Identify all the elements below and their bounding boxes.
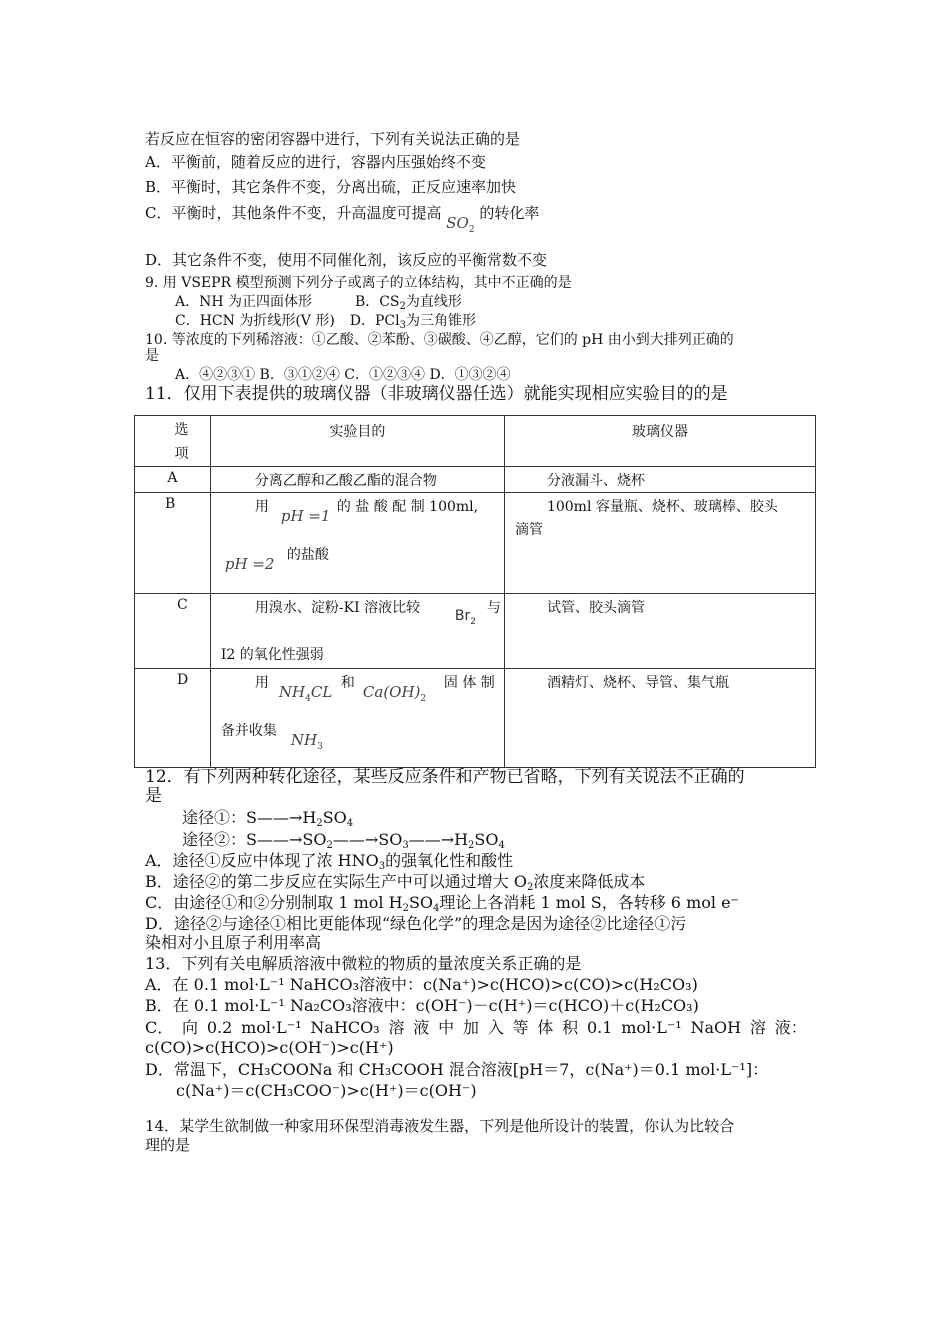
table-row: [135, 594, 816, 669]
caoh2-formula: $Ca(OH)_2$: [362, 683, 427, 704]
row-d-option: D: [135, 669, 211, 768]
row-b-purpose: 用 pH =1 的 盐 酸 配 制 100ml, pH =2 的盐酸: [210, 493, 504, 594]
row-c-option: C: [135, 594, 211, 669]
row-d-apparatus: 酒精灯、烧杯、导管、集气瓶: [504, 669, 815, 768]
apparatus-table: [134, 415, 816, 768]
q9-option-b: B．$CS_2$为直线形: [354, 294, 462, 312]
nh4cl-formula: $NH_4CL$: [278, 683, 333, 704]
q14-stem-line2: 理的是: [145, 1136, 191, 1154]
row-a-option: A: [135, 467, 211, 493]
q9-option-a: A．NH 为正四面体形: [175, 294, 313, 310]
q9-option-d: D．PCl$_3$为三角锥形: [349, 313, 476, 331]
q13-option-d-line1: D．常温下，CH₃COONa 和 CH₃COOH 混合溶液[pH＝7，c(Na⁺)＝0.1 mol·L⁻¹]：: [145, 1060, 769, 1079]
q10-stem: 10. 等浓度的下列稀溶液：①乙酸、②苯酚、③碳酸、④乙醇，它们的 pH 由小到大排列正确的: [145, 332, 734, 348]
q9-stem: 9. 用 VSEPR 模型预测下列分子或离子的立体结构，其中不正确的是: [145, 275, 572, 291]
q12-route2: 途径②：$S——\to SO_2——\to SO_3——\to H_2SO_4$: [182, 830, 505, 851]
q13-option-a: A．在 0.1 mol·L⁻¹ NaHCO₃溶液中：c(Na⁺)>c(HCO)>c(CO)>c(H₂CO₃): [145, 975, 698, 994]
nh3-formula: $NH_3$: [290, 731, 323, 752]
q12-stem-cont: 是: [145, 786, 162, 806]
table-header-row: [135, 416, 816, 467]
row-a-apparatus: 分液漏斗、烧杯: [504, 467, 815, 493]
q8-stem: 若反应在恒容的密闭容器中进行，下列有关说法正确的是: [145, 130, 521, 148]
q8-option-d: D．其它条件不变，使用不同催化剂，该反应的平衡常数不变: [145, 251, 548, 269]
table-row: [135, 467, 816, 493]
q13-option-c-line2: c(CO)>c(HCO)>c(OH⁻)>c(H⁺): [145, 1038, 394, 1057]
header-purpose: 实验目的: [210, 416, 504, 467]
row-c-apparatus: 试管、胶头滴管: [504, 594, 815, 669]
header-option: 选 项: [135, 416, 211, 467]
row-b-apparatus: 100ml 容量瓶、烧杯、玻璃棒、胶头 滴管: [504, 493, 815, 594]
q12-option-a: A．途径①反应中体现了浓 $HNO_3$的强氧化性和酸性: [145, 851, 514, 872]
q8-option-c-text: C．平衡时，其他条件不变，升高温度可提高: [145, 204, 442, 222]
br2-formula: $Br_2$: [454, 608, 477, 627]
q14-stem-line1: 14．某学生欲制做一种家用环保型消毒液发生器，下列是他所设计的装置，你认为比较合: [145, 1117, 735, 1135]
q12-option-d-line2: 染相对小且原子利用率高: [145, 933, 322, 952]
q10-stem-cont: 是: [145, 348, 159, 364]
q13-stem: 13．下列有关电解质溶液中微粒的物质的量浓度关系正确的是: [145, 954, 582, 973]
q8-option-c: [145, 204, 540, 235]
row-c-purpose: 用溴水、淀粉-KI 溶液比较 $Br_2$ 与 I2 的氧化性强弱: [210, 594, 504, 669]
q9-options-row2: [175, 312, 476, 330]
row-d-purpose: 用 $NH_4CL$ 和 $Ca(OH)_2$ 固 体 制 备并收集 $NH_3$: [210, 669, 504, 768]
q8-option-a: A．平衡前，随着反应的进行，容器内压强始终不变: [145, 153, 486, 171]
ph2-formula: pH =2: [224, 555, 275, 573]
q13-option-d-line2: c(Na⁺)＝c(CH₃COO⁻)>c(H⁺)＝c(OH⁻): [176, 1081, 477, 1100]
q12-route1: 途径①：$S——\to H_2SO_4$: [182, 808, 354, 829]
q13-option-b: B．在 0.1 mol·L⁻¹ Na₂CO₃溶液中：c(OH⁻)－c(H⁺)＝c(HCO)＋c(H₂CO₃): [145, 996, 699, 1015]
q8-option-c-suffix: 的转化率: [479, 204, 540, 222]
row-b-option: B: [135, 493, 211, 594]
q8-option-b: B．平衡时，其它条件不变，分离出硫，正反应速率加快: [145, 178, 517, 196]
so2-formula: $SO_2$: [446, 214, 475, 235]
row-a-purpose: 分离乙醇和乙酸乙酯的混合物: [210, 467, 504, 493]
q12-option-d-line1: D．途径②与途径①相比更能体现“绿色化学”的理念是因为途径②比途径①污: [145, 914, 687, 933]
table-row: [135, 493, 816, 594]
q11-stem: 11．仅用下表提供的玻璃仪器（非玻璃仪器任选）就能实现相应实验目的的是: [145, 384, 728, 404]
q9-option-c: C．HCN 为折线形(V 形): [175, 313, 335, 329]
q12-option-b: B．途径②的第二步反应在实际生产中可以通过增大 $O_2$浓度来降低成本: [145, 872, 646, 893]
ph1-formula: pH =1: [280, 507, 331, 525]
header-apparatus: 玻璃仪器: [504, 416, 815, 467]
table-row: [135, 669, 816, 768]
q9-options-row1: [175, 293, 462, 311]
q12-option-c: C．由途径①和②分别制取 1 mol $H_2SO_4$理论上各消耗 1 mol S，各转移 6 mol e−: [145, 893, 739, 914]
q10-options: A．④②③① B．③①②④ C．①②③④ D．①③②④: [175, 367, 511, 383]
q12-stem: 12．有下列两种转化途径，某些反应条件和产物已省略，下列有关说法不正确的: [145, 767, 745, 787]
q13-option-c-line1: C． 向 0.2 mol·L⁻¹ NaHCO₃ 溶 液 中 加 入 等 体 积 0.1 mol·L⁻¹ NaOH 溶 液：: [145, 1018, 807, 1037]
